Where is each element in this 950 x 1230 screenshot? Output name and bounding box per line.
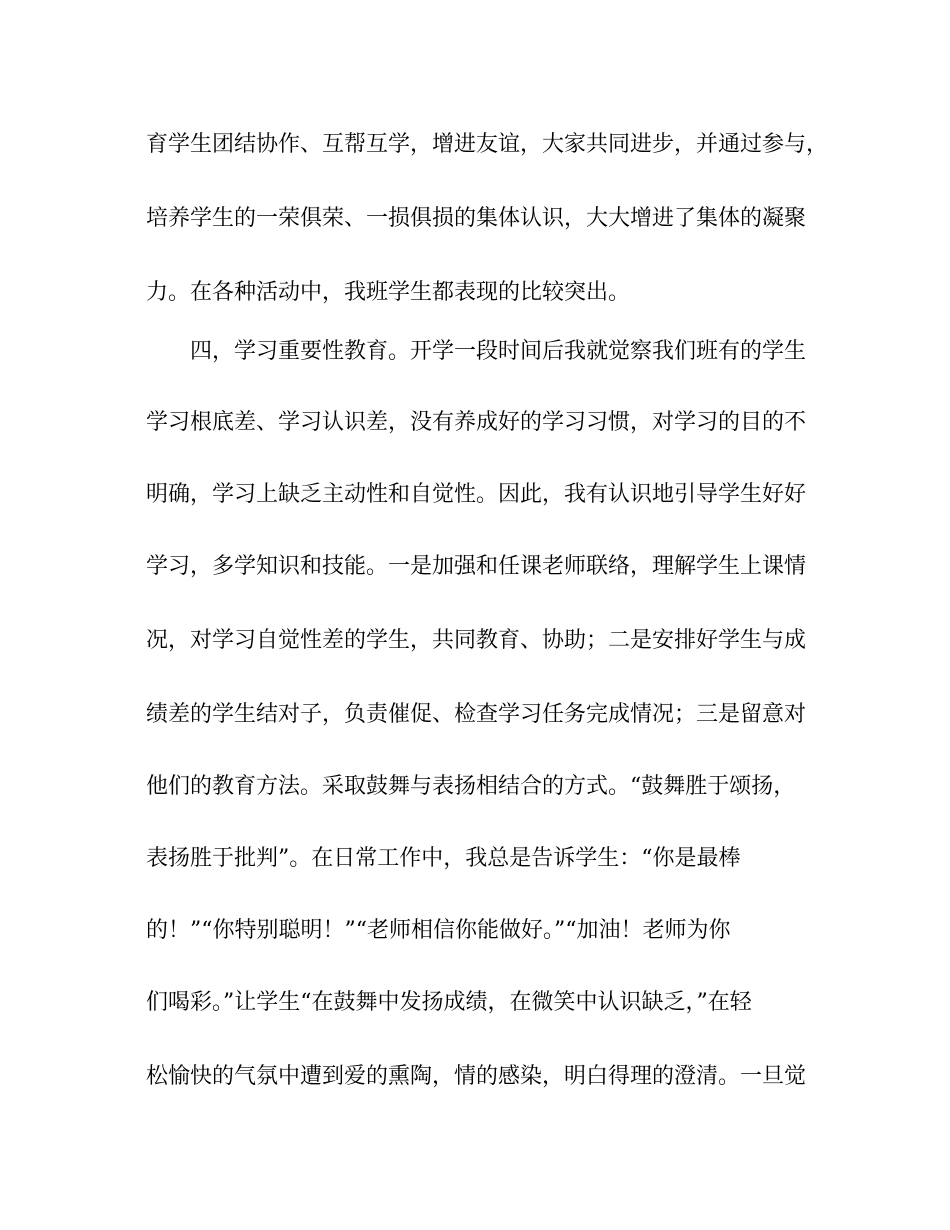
paragraph-line: 学习根底差、学习认识差，没有养成好的学习习惯，对学习的目的不: [146, 410, 807, 435]
paragraph-line: 他们的教育方法。采取鼓舞与表扬相结合的方式。“鼓舞胜于颂扬，: [146, 774, 796, 799]
paragraph-line: 育学生团结协作、互帮互学，增进友谊，大家共同进步，并通过参与，: [146, 132, 829, 157]
paragraph-line: 表扬胜于批判”。在日常工作中，我总是告诉学生：“你是最棒: [146, 846, 741, 871]
paragraph-line: 绩差的学生结对子，负责催促、检查学习任务完成情况；三是留意对: [146, 702, 807, 727]
paragraph-line: 培养学生的一荣俱荣、一损俱损的集体认识，大大增进了集体的凝聚: [146, 206, 807, 231]
paragraph-line: 的！”“你特别聪明！”“老师相信你能做好。”“加油！老师为你: [146, 918, 731, 943]
paragraph-line: 学习，多学知识和技能。一是加强和任课老师联络，理解学生上课情: [146, 554, 807, 579]
paragraph-line: 松愉快的气氛中遭到爱的熏陶，情的感染，明白得理的澄清。一旦觉: [146, 1064, 807, 1089]
paragraph-line: 明确，学习上缺乏主动性和自觉性。因此，我有认识地引导学生好好: [146, 482, 807, 507]
paragraph-line: 力。在各种活动中，我班学生都表现的比较突出。: [146, 280, 631, 305]
paragraph-line: 况，对学习自觉性差的学生，共同教育、协助；二是安排好学生与成: [146, 628, 807, 653]
paragraph-line: 四，学习重要性教育。开学一段时间后我就觉察我们班有的学生: [190, 339, 807, 364]
paragraph-line: 们喝彩。”让学生“在鼓舞中发扬成绩，在微笑中认识缺乏，”在轻: [146, 990, 752, 1015]
